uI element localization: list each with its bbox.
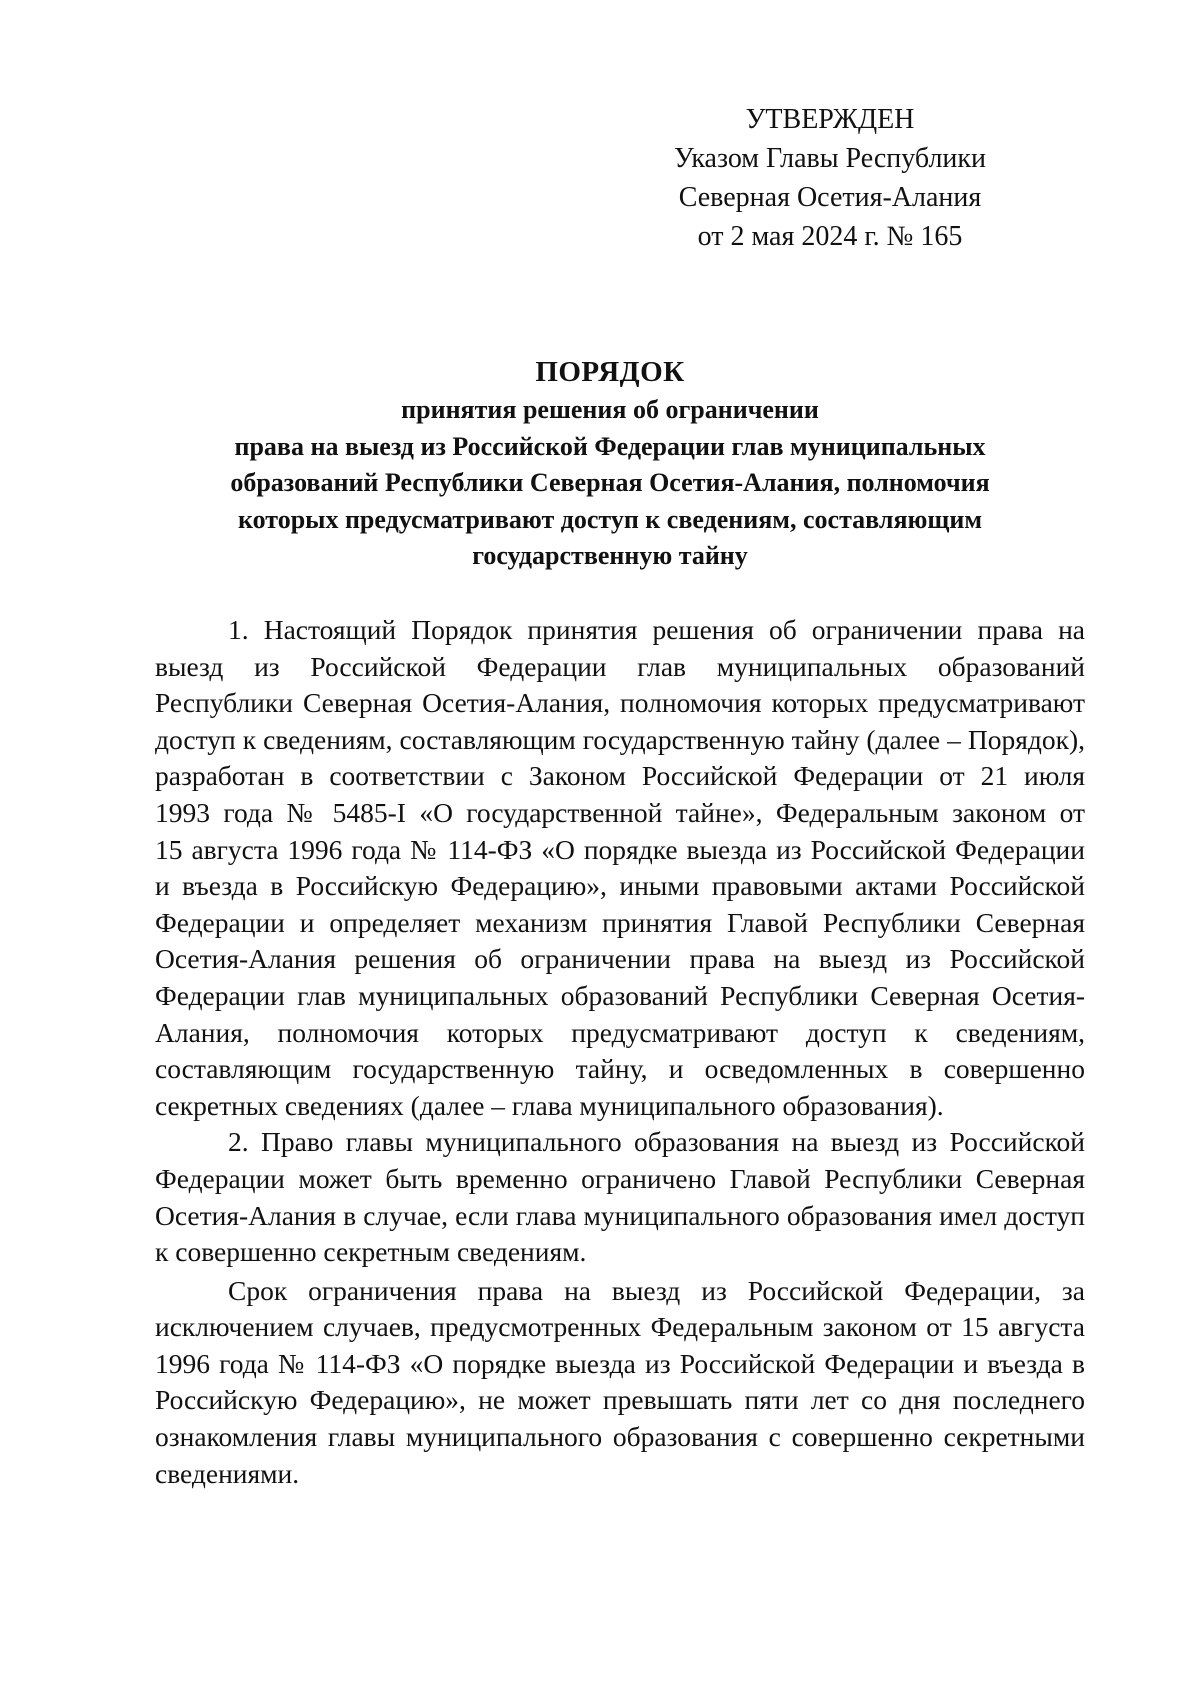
paragraph-line: Осетия-Алания в случае, если глава муниципального образования имел доступ: [155, 1199, 1085, 1231]
paragraph-line: Республики Северная Осетия-Алания, полномочия которых предусматривают: [155, 687, 1085, 719]
document-body: [155, 612, 1085, 1492]
paragraph-line: к совершенно секретным сведениям.: [155, 1236, 587, 1268]
title-line: которых предусматривают доступ к сведениям, составляющим: [237, 504, 983, 534]
paragraph-line: и въезда в Российскую Федерацию», иными правовыми актами Российской: [155, 870, 1085, 902]
paragraph-line: Российскую Федерацию», не может превышать пяти лет со дня последнего: [155, 1384, 1085, 1416]
paragraph-2: [155, 1124, 1085, 1270]
paragraph-line: доступ к сведениям, составляющим государственную тайну (далее – Порядок),: [155, 723, 1085, 755]
approval-line-1: УТВЕРЖДЕН: [745, 104, 915, 135]
title-subtitle: [155, 392, 1065, 575]
paragraph-line: 1993 года № 5485-I «О государственной тайне», Федеральным законом от: [155, 796, 1085, 828]
paragraph-line: Федерации и определяет механизм принятия Главой Республики Северная: [155, 906, 1085, 938]
paragraph-line: разработан в соответствии с Законом Российской Федерации от 21 июля: [155, 760, 1085, 792]
paragraph-line: 15 августа 1996 года № 114-ФЗ «О порядке выезда из Российской Федерации: [155, 833, 1085, 865]
approval-line-4: от 2 мая 2024 г. № 165: [697, 221, 963, 252]
paragraph-line: 1996 года № 114-ФЗ «О порядке выезда из Российской Федерации и въезда в: [155, 1347, 1085, 1379]
paragraph-line: Алания, полномочия которых предусматривают доступ к сведениям,: [155, 1016, 1085, 1048]
paragraph-1: [155, 612, 1085, 1124]
approval-line-2: Указом Главы Республики: [673, 143, 987, 174]
paragraph-line: 1. Настоящий Порядок принятия решения об ограничении права на: [228, 614, 1085, 645]
document-title: [155, 352, 1065, 575]
approval-line-3: Северная Осетия-Алания: [678, 182, 982, 213]
paragraph-line: выезд из Российской Федерации глав муниципальных образований: [155, 650, 1085, 682]
paragraph-line: секретных сведениях (далее – глава муниципального образования).: [155, 1089, 944, 1121]
paragraph-line: ознакомления главы муниципального образования с совершенно секретными: [155, 1421, 1085, 1453]
title-main: ПОРЯДОК: [535, 356, 685, 388]
title-line: принятия решения об ограничении: [401, 395, 819, 424]
paragraph-3: [155, 1273, 1085, 1493]
paragraph-line: Осетия-Алания решения об ограничении права на выезд из Российской: [155, 943, 1085, 975]
title-line: государственную тайну: [472, 541, 748, 570]
paragraph-line: 2. Право главы муниципального образования на выезд из Российской: [228, 1126, 1085, 1158]
paragraph-line: Федерации глав муниципальных образований Республики Северная Осетия-: [155, 979, 1085, 1011]
approval-stamp: [640, 100, 1020, 256]
paragraph-line: Срок ограничения права на выезд из Российской Федерации, за: [228, 1274, 1085, 1306]
paragraph-line: Федерации может быть временно ограничено Главой Республики Северная: [155, 1162, 1085, 1194]
paragraph-line: составляющим государственную тайну, и осведомленных в совершенно: [155, 1053, 1085, 1085]
title-line: права на выезд из Российской Федерации глав муниципальных: [234, 431, 986, 461]
paragraph-line: исключением случаев, предусмотренных Федеральным законом от 15 августа: [155, 1311, 1085, 1343]
paragraph-line: сведениями.: [155, 1457, 300, 1489]
title-line: образований Республики Северная Осетия-Алания, полномочия: [230, 468, 990, 497]
